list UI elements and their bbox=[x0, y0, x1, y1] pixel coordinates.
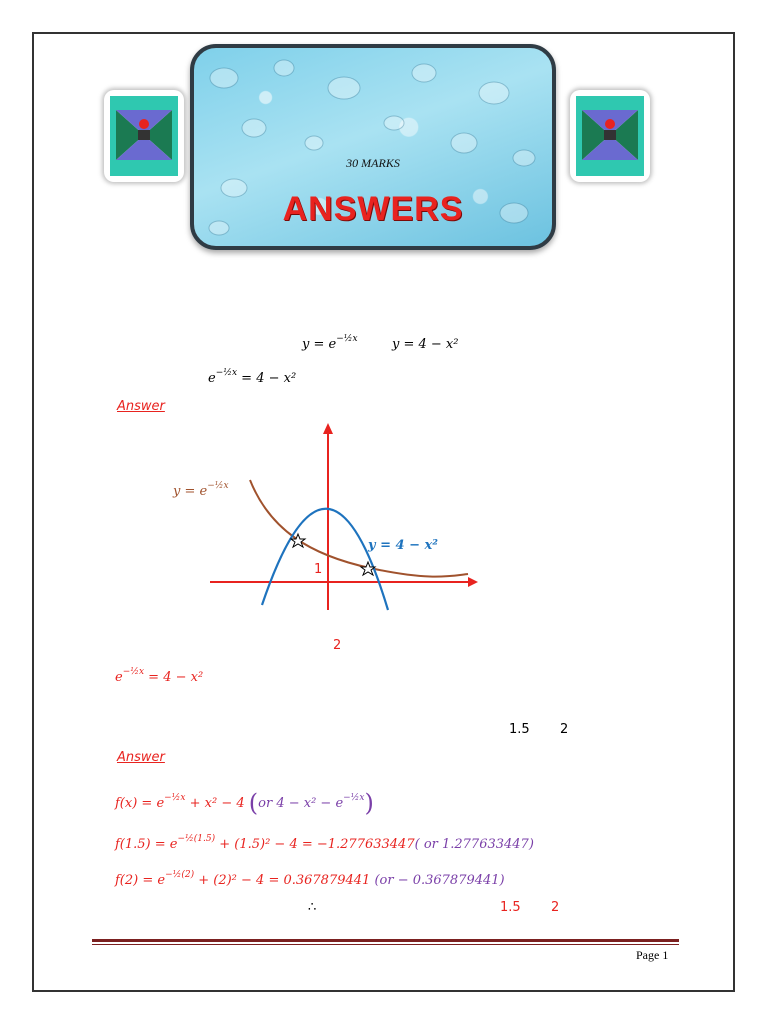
exponential-curve bbox=[250, 480, 468, 577]
fx-definition: $f(x) = e^{-\frac{1}{2}x} + x^2 - 4$ (or $4 - x^2 - e^{-\frac{1}{2}x}$) bbox=[115, 789, 374, 817]
footer-rule-thin bbox=[92, 944, 679, 945]
exp-curve-label: $y = e^{-\frac{1}{2}x}$ bbox=[173, 481, 229, 499]
parabola-curve bbox=[262, 509, 388, 610]
question-equation-parabola: y = 4 − x² bbox=[392, 337, 459, 352]
question-equation-combined: $e^{-\frac{1}{2}x} = 4 - x^2$ bbox=[208, 368, 297, 386]
footer-rule-thick bbox=[92, 939, 679, 942]
x-axis-arrow bbox=[468, 577, 478, 587]
interval-b: 2 bbox=[560, 722, 569, 737]
header-banner bbox=[190, 44, 556, 250]
two-label: 2 bbox=[333, 638, 342, 653]
red-equation: $e^{-\frac{1}{2}x} = 4 - x^2$ bbox=[115, 667, 204, 685]
y-axis-arrow bbox=[323, 423, 333, 434]
therefore-symbol: ∴ bbox=[308, 900, 317, 915]
answer-label-1: Answer bbox=[117, 399, 165, 414]
axis-label-one: 1 bbox=[314, 562, 323, 577]
marks-label: 30 MARKS bbox=[346, 156, 400, 170]
question-equation-exp: $y = e^{-\frac{1}{2}x}$ bbox=[302, 334, 358, 352]
intersection-graph bbox=[150, 420, 490, 620]
parabola-label: y = 4 − x² bbox=[368, 538, 438, 553]
conclusion-b: 2 bbox=[551, 900, 560, 915]
page-title: ANSWERS bbox=[282, 190, 464, 228]
page-number: Page 1 bbox=[636, 948, 669, 962]
school-logo-right bbox=[570, 90, 650, 182]
conclusion-a: 1.5 bbox=[500, 900, 521, 915]
school-logo-left bbox=[104, 90, 184, 182]
f-of-2: $f(2) = e^{-\frac{1}{2}(2)} + (2)^2 - 4 = 0.367879441$ (or − 0.367879441) bbox=[115, 870, 505, 888]
answer-label-2: Answer bbox=[117, 750, 165, 765]
interval-a: 1.5 bbox=[509, 722, 530, 737]
f-of-1-5: $f(1.5) = e^{-\frac{1}{2}(1.5)} + (1.5)^2 - 4 = -1.277633447$( or 1.277633447) bbox=[115, 834, 534, 852]
